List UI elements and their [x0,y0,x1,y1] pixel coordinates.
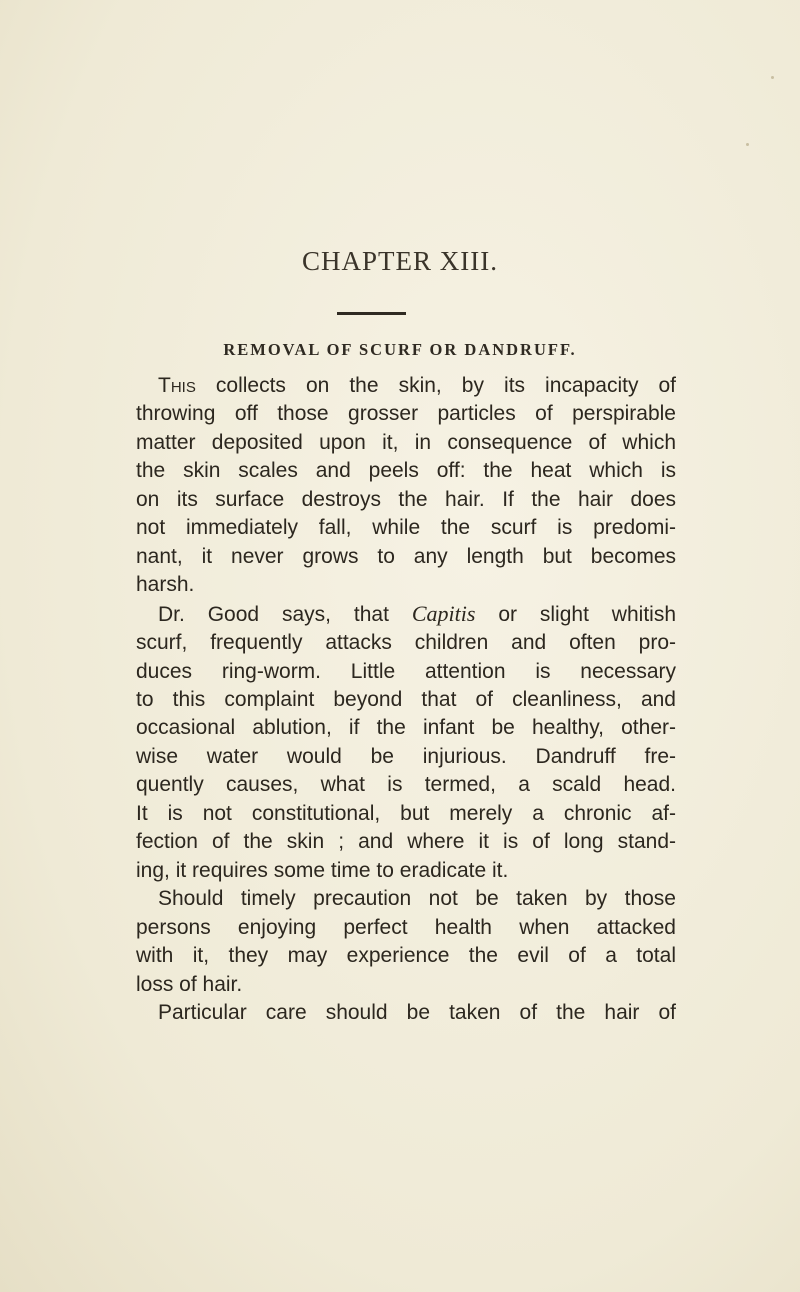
text-line: persons enjoying perfect health when attacked [136,915,676,939]
chapter-heading: CHAPTER XIII. [302,246,498,276]
text-line: harsh. [136,573,195,597]
body-text [136,372,676,1027]
text-line: with it, they may experience the evil of a total [136,944,676,968]
text-line: duces ring-worm. Little attention is necessary [136,659,676,683]
text-line: matter deposited upon it, in consequence of which [136,430,676,454]
text-line: quently causes, what is termed, a scald head. [136,773,676,797]
text-line: ing, it requires some time to eradicate it. [136,858,509,882]
small-caps-word: This [158,374,196,397]
text-line: scurf, frequently attacks children and often pro- [136,631,676,655]
text-line: fection of the skin ; and where it is of long stand- [136,830,676,854]
text-line: This collects on the skin, by its incapacity of [158,374,676,397]
text-line: not immediately fall, while the scurf is predomi- [136,516,676,540]
text-line: to this complaint beyond that of cleanliness, and [136,687,676,711]
paper-speck [746,143,749,146]
text-line: loss of hair. [136,972,243,996]
italic-term: Capitis [411,600,476,626]
text-line: on its surface destroys the hair. If the hair does [136,487,676,511]
text-line: Should timely precaution not be taken by those [158,887,676,911]
text-line: Dr. Good says, that Capitis or slight whitish [158,600,676,626]
text-line: Particular care should be taken of the hair of [158,1000,676,1024]
text-line: occasional ablution, if the infant be healthy, other- [136,716,676,740]
paper-speck [771,76,774,79]
section-title: REMOVAL OF SCURF OR DANDRUFF. [223,340,577,359]
heading-rule [337,312,406,315]
text-line: wise water would be injurious. Dandruff fre- [136,744,676,768]
text-line: It is not constitutional, but merely a chronic af- [136,801,676,825]
text-line: nant, it never grows to any length but becomes [136,544,676,568]
text-line: the skin scales and peels off: the heat which is [136,459,676,483]
text-line: throwing off those grosser particles of perspirable [136,402,676,426]
